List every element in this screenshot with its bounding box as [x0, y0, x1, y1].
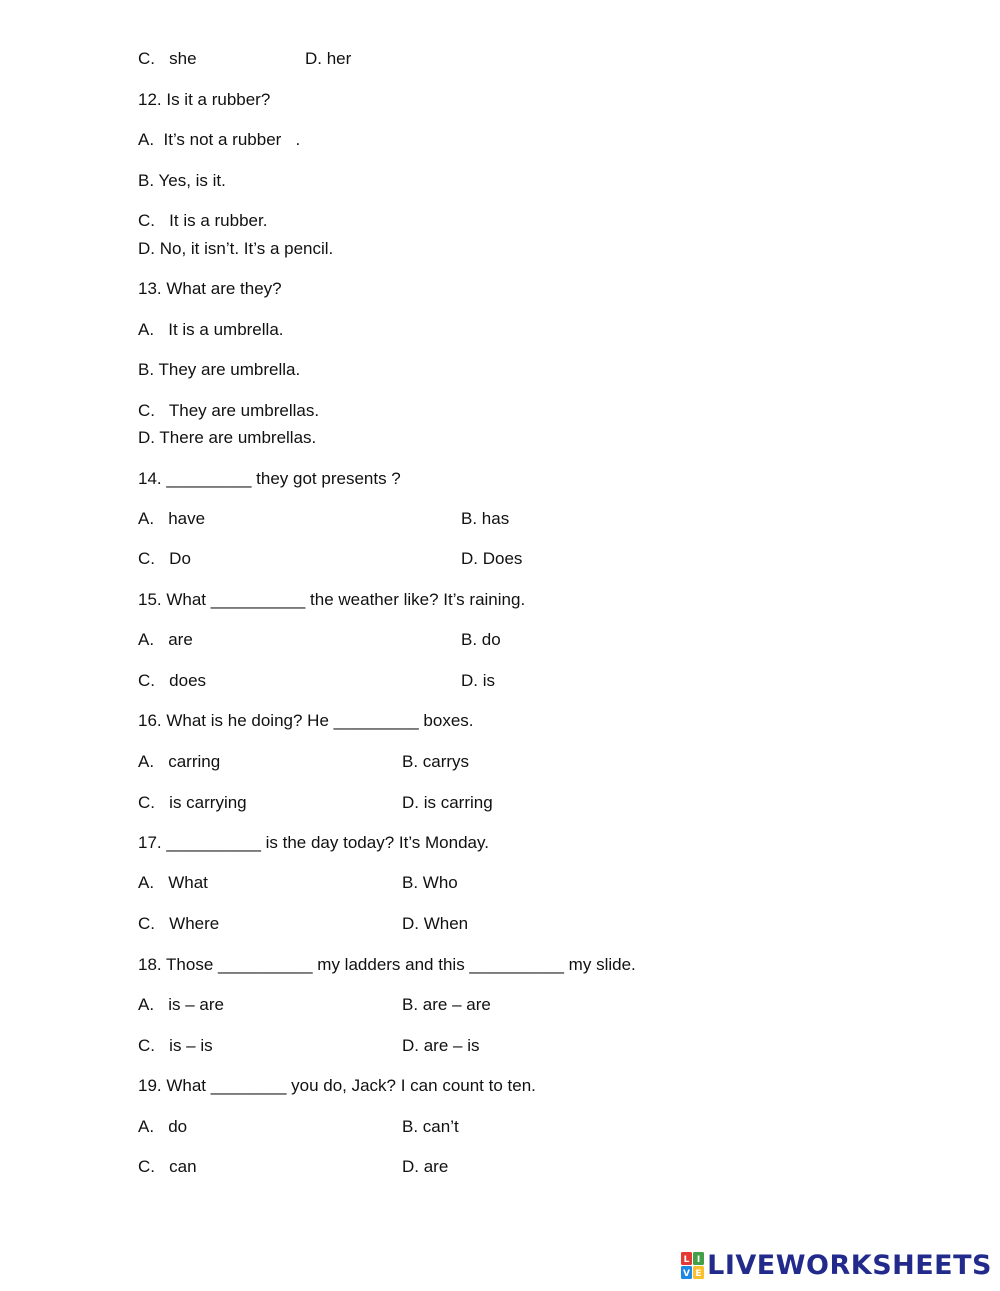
q18-option-a: A. is – are	[138, 995, 224, 1014]
q13-option-a: A. It is a umbrella.	[138, 320, 284, 339]
logo-block-letter: I	[696, 1255, 701, 1265]
q13-option-b: B. They are umbrella.	[138, 360, 301, 379]
q14-stem: 14. _________ they got presents ?	[138, 469, 401, 488]
q14-option-a: A. have	[138, 509, 206, 528]
q18-option-c: C. is – is	[138, 1036, 213, 1055]
q13-stem: 13. What are they?	[138, 279, 282, 298]
q12-option-b: B. Yes, is it.	[138, 171, 226, 190]
q13-option-c: C. They are umbrellas.	[138, 401, 320, 420]
q19-option-c: C. can	[138, 1157, 197, 1176]
q17-option-c: C. Where	[138, 914, 220, 933]
q12-option-d: D. No, it isn’t. It’s a pencil.	[138, 239, 334, 258]
q14-option-c: C. Do	[138, 549, 191, 568]
q15-option-c: C. does	[138, 671, 207, 690]
q17-option-a: A. What	[138, 873, 208, 892]
logo-wordmark: LIVEWORKSHEETS	[707, 1250, 992, 1281]
logo-blocks-icon	[681, 1252, 705, 1280]
q13-option-d: D. There are umbrellas.	[138, 428, 317, 447]
q11-option-d: D. her	[305, 49, 352, 68]
q17-stem: 17. __________ is the day today? It’s Monday.	[138, 833, 489, 852]
q17-option-d: D. When	[402, 914, 469, 933]
q14-option-d: D. Does	[461, 549, 523, 568]
q19-stem: 19. What ________ you do, Jack? I can count to ten.	[138, 1076, 536, 1095]
q16-option-b: B. carrys	[402, 752, 470, 771]
q18-stem: 18. Those __________ my ladders and this __________ my slide.	[138, 955, 636, 974]
q11-option-c: C. she	[138, 49, 197, 68]
logo-block-letter: E	[695, 1269, 702, 1279]
q16-option-d: D. is carring	[402, 793, 493, 812]
q15-option-b: B. do	[461, 630, 501, 649]
q16-stem: 16. What is he doing? He _________ boxes.	[138, 711, 474, 730]
q12-stem: 12. Is it a rubber?	[138, 90, 271, 109]
q16-option-a: A. carring	[138, 752, 221, 771]
q12-option-a: A. It’s not a rubber .	[138, 130, 301, 149]
logo-block-letter: V	[683, 1269, 691, 1279]
liveworksheets-logo	[681, 1251, 992, 1281]
q19-option-a: A. do	[138, 1117, 188, 1136]
q18-option-b: B. are – are	[402, 995, 491, 1014]
logo-block-letter: L	[683, 1255, 690, 1265]
q15-option-a: A. are	[138, 630, 193, 649]
q16-option-c: C. is carrying	[138, 793, 247, 812]
q18-option-d: D. are – is	[402, 1036, 480, 1055]
q12-option-c: C. It is a rubber.	[138, 211, 268, 230]
q14-option-b: B. has	[461, 509, 510, 528]
q15-stem: 15. What __________ the weather like? It’s raining.	[138, 590, 526, 609]
q15-option-d: D. is	[461, 671, 495, 690]
q17-option-b: B. Who	[402, 873, 458, 892]
q19-option-b: B. can’t	[402, 1117, 459, 1136]
q19-option-d: D. are	[402, 1157, 449, 1176]
